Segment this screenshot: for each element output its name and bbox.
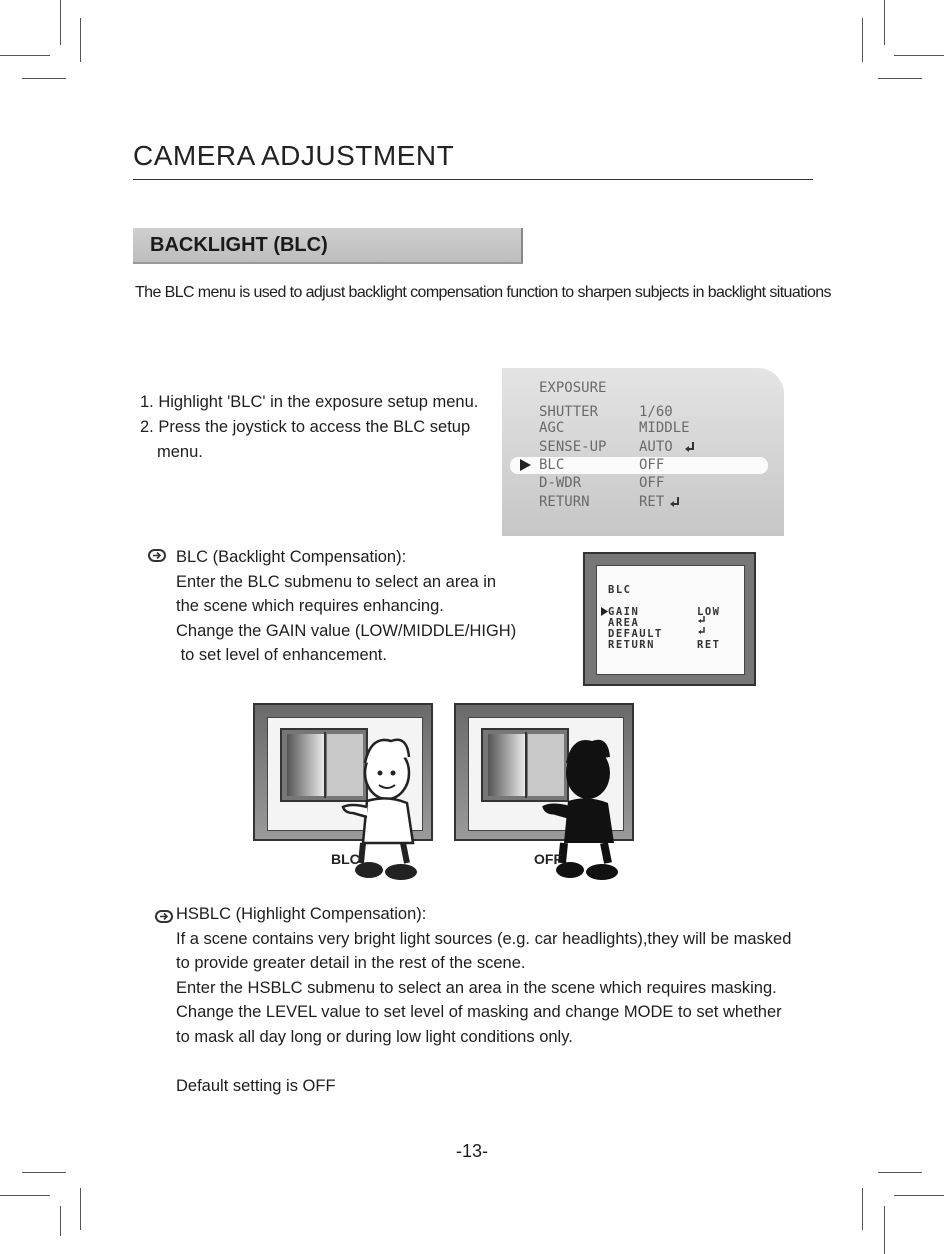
menu-row-value: OFF (639, 475, 665, 491)
selection-arrow-icon (601, 607, 608, 616)
menu-row-label: D-WDR (539, 475, 582, 491)
arrow-bullet-icon (148, 549, 166, 562)
hsblc-note-blank (176, 1049, 791, 1074)
menu-row-label: SHUTTER (539, 404, 599, 420)
hsblc-note-line: Enter the HSBLC submenu to select an area in the scene which requires masking. (176, 978, 777, 997)
blc-note-line: to set level of enhancement. (176, 646, 387, 664)
step-2: 2. Press the joystick to access the BLC setup (140, 418, 471, 436)
blc-menu-row-label: AREA (608, 617, 640, 629)
default-setting-text: Default setting is OFF (176, 1076, 336, 1095)
blc-menu-row-value: RET (697, 639, 721, 651)
hsblc-note (176, 902, 791, 1098)
arrow-bullet-icon (155, 910, 173, 923)
menu-row-label: RETURN (539, 494, 590, 510)
hsblc-note-line: Change the LEVEL value to set level of masking and change MODE to set whether (176, 1003, 782, 1021)
title-divider (133, 179, 813, 180)
hsblc-note-line: HSBLC (Highlight Compensation): (176, 905, 427, 923)
enter-icon (698, 627, 706, 635)
menu-row-label: AGC (539, 420, 565, 436)
menu-row-value: 1/60 (639, 404, 673, 420)
menu-row-value: MIDDLE (639, 420, 690, 436)
blc-menu-screen (596, 565, 745, 675)
enter-icon (669, 496, 681, 508)
menu-row-value: OFF (639, 457, 665, 473)
blc-on-label: BLC (331, 851, 360, 867)
intro-text: The BLC menu is used to adjust backlight compensation function to sharpen subjects in backlight situations (135, 284, 831, 301)
blc-off-label: OFF (534, 851, 562, 867)
selection-arrow-icon (520, 459, 531, 471)
blc-note-line: the scene which requires enhancing. (176, 597, 444, 615)
hsblc-note-line: to mask all day long or during low light conditions only. (176, 1027, 573, 1046)
enter-icon (684, 441, 696, 453)
hsblc-note-line: If a scene contains very bright light sources (e.g. car headlights),they will be masked (176, 929, 792, 948)
blc-note (176, 545, 516, 668)
page-title: CAMERA ADJUSTMENT (133, 140, 455, 171)
blc-note-line: Enter the BLC submenu to select an area in (176, 572, 497, 591)
section-heading: BACKLIGHT (BLC) (150, 234, 328, 256)
hsblc-note-line: to provide greater detail in the rest of the scene. (176, 954, 526, 972)
blc-menu-row-label: DEFAULT (608, 628, 663, 640)
step-1: 1. Highlight 'BLC' in the exposure setup menu. (140, 393, 479, 411)
section-heading-bar (133, 228, 523, 264)
page-number: -13- (455, 1141, 488, 1161)
step-2-continued: menu. (157, 443, 203, 461)
exposure-menu-screen (502, 368, 784, 536)
menu-row-label: BLC (539, 457, 565, 473)
blc-menu-row-label: RETURN (608, 639, 655, 651)
blc-menu-row-value: LOW (697, 606, 721, 618)
menu-row-label: SENSE-UP (539, 439, 607, 455)
blc-menu-row-label: GAIN (608, 606, 640, 618)
blc-menu-title: BLC (608, 584, 632, 596)
enter-icon (698, 616, 706, 624)
exposure-menu-title: EXPOSURE (539, 380, 607, 396)
steps-list (140, 390, 490, 465)
menu-row-value: RET (639, 494, 665, 510)
menu-row-value: AUTO (639, 439, 673, 455)
blc-menu-monitor (583, 552, 756, 686)
blc-note-line: Change the GAIN value (LOW/MIDDLE/HIGH) (176, 621, 517, 640)
blc-note-line: BLC (Backlight Compensation): (176, 548, 407, 566)
